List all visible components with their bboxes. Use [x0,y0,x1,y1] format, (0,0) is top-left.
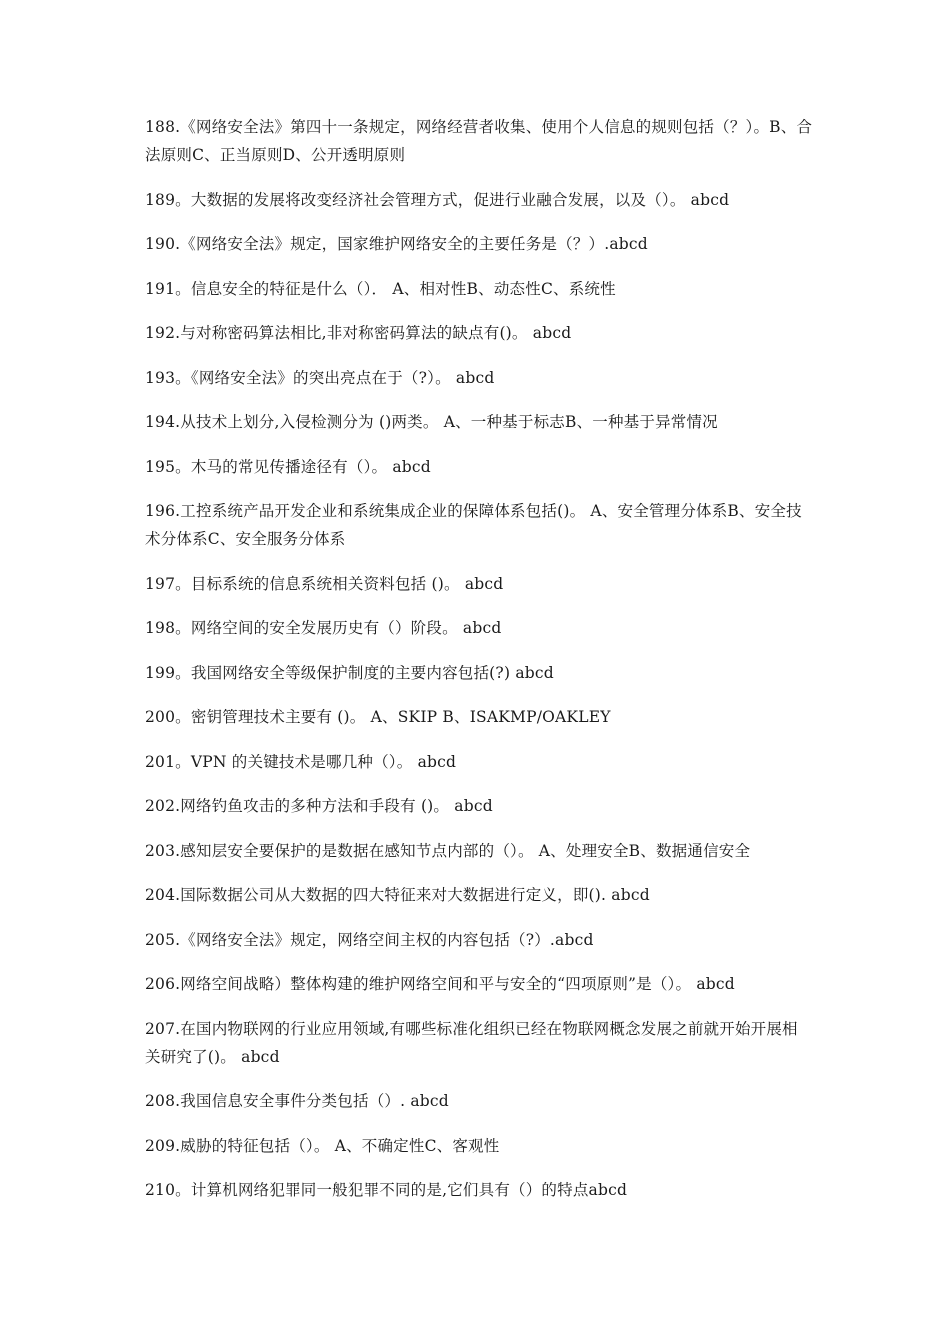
question-205: 205.《网络安全法》规定，网络空间主权的内容包括（?）.abcd [145,930,594,949]
question-202: 202.网络钓鱼攻击的多种方法和手段有 ()。 abcd [145,797,493,815]
question-190: 190.《网络安全法》规定，国家维护网络安全的主要任务是（？）.abcd [145,235,648,253]
question-206: 206.网络空间战略）整体构建的维护网络空间和平与安全的“四项原则”是（）。 abcd [145,975,735,993]
question-list [145,113,813,1221]
question-207: 207.在国内物联网的行业应用领域,有哪些标准化组织已经在物联网概念发展之前就开始开展相关研究了()。 abcd [145,1019,798,1066]
question-196: 196.工控系统产品开发企业和系统集成企业的保障体系包括()。 A、安全管理分体系B、安全技术分体系C、安全服务分体系 [145,502,802,548]
question-198: 198。网络空间的安全发展历史有（）阶段。 abcd [145,619,502,637]
question-194: 194.从技术上划分,入侵检测分为 ()两类。 A、一种基于标志B、一种基于异常情况 [145,413,718,431]
question-208: 208.我国信息安全事件分类包括（）. abcd [145,1092,449,1110]
question-191: 191。信息安全的特征是什么（）． A、相对性B、动态性C、系统性 [145,279,616,298]
question-210: 210。计算机网络犯罪同一般犯罪不同的是,它们具有（）的特点abcd [145,1181,628,1199]
question-192: 192.与对称密码算法相比,非对称密码算法的缺点有()。 abcd [145,324,572,342]
question-195: 195。木马的常见传播途径有（）。 abcd [145,457,431,476]
question-197: 197。目标系统的信息系统相关资料包括 ()。 abcd [145,574,504,593]
question-189: 189。大数据的发展将改变经济社会管理方式，促进行业融合发展，以及（）。 abcd [145,190,730,209]
question-204: 204.国际数据公司从大数据的四大特征来对大数据进行定义，即(). abcd [145,886,650,904]
question-193: 193。《网络安全法》的突出亮点在于（?）。 abcd [145,368,495,387]
question-199: 199。我国网络安全等级保护制度的主要内容包括(?) abcd [145,663,554,682]
question-201: 201。VPN 的关键技术是哪几种（）。 abcd [145,752,457,771]
question-188: 188.《网络安全法》第四十一条规定，网络经营者收集、使用个人信息的规则包括（？）。B、合法原则C、正当原则D、公开透明原则 [145,118,813,164]
question-200: 200。密钥管理技术主要有 ()。 A、SKIP B、ISAKMP/OAKLEY [145,708,611,726]
question-209: 209.威胁的特征包括（）。 A、不确定性C、客观性 [145,1136,500,1155]
question-203: 203.感知层安全要保护的是数据在感知节点内部的（）。 A、处理安全B、数据通信安全 [145,841,751,860]
